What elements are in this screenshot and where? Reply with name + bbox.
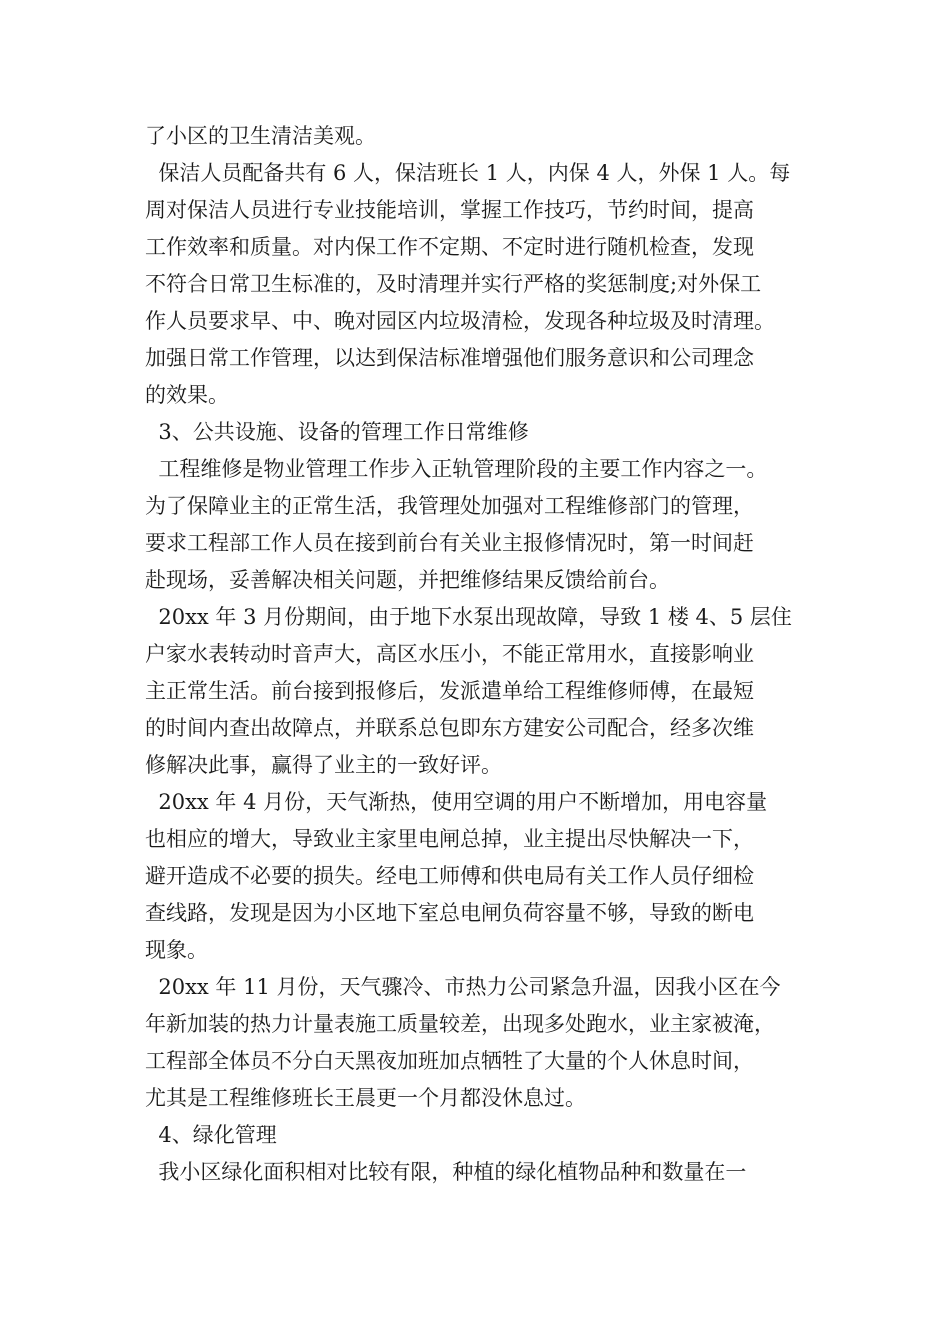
text-line: 查线路，发现是因为小区地下室总电闸负荷容量不够，导致的断电 (145, 901, 754, 925)
text-line: 作人员要求早、中、晚对园区内垃圾清检，发现各种垃圾及时清理。 (145, 309, 775, 333)
text-line: 20xx 年 11 月份，天气骤冷、市热力公司紧急升温，因我小区在今 (145, 975, 781, 999)
text-line: 20xx 年 3 月份期间，由于地下水泵出现故障，导致 1 楼 4、5 层住 (145, 605, 792, 629)
text-line: 工作效率和质量。对内保工作不定期、不定时进行随机检查，发现 (145, 235, 754, 259)
text-line: 的时间内查出故障点，并联系总包即东方建安公司配合，经多次维 (145, 716, 754, 740)
text-line: 4、绿化管理 (145, 1123, 277, 1147)
text-line: 户家水表转动时音声大，高区水压小，不能正常用水，直接影响业 (145, 642, 754, 666)
text-line: 保洁人员配备共有 6 人，保洁班长 1 人，内保 4 人，外保 1 人。每 (145, 161, 791, 185)
text-line: 我小区绿化面积相对比较有限，种植的绿化植物品种和数量在一 (145, 1160, 747, 1184)
text-line: 工程部全体员不分白天黑夜加班加点牺牲了大量的个人休息时间， (145, 1049, 754, 1073)
text-line: 现象。 (145, 938, 208, 962)
text-line: 周对保洁人员进行专业技能培训，掌握工作技巧，节约时间，提高 (145, 198, 754, 222)
text-line: 赴现场，妥善解决相关问题，并把维修结果反馈给前台。 (145, 568, 670, 592)
text-line: 避开造成不必要的损失。经电工师傅和供电局有关工作人员仔细检 (145, 864, 754, 888)
text-line: 尤其是工程维修班长王晨更一个月都没休息过。 (145, 1086, 586, 1110)
text-line: 3、公共设施、设备的管理工作日常维修 (145, 420, 529, 444)
document-body (145, 118, 825, 1191)
text-line: 20xx 年 4 月份，天气渐热，使用空调的用户不断增加，用电容量 (145, 790, 768, 814)
text-line: 的效果。 (145, 383, 229, 407)
text-line: 了小区的卫生清洁美观。 (145, 124, 376, 148)
text-line: 工程维修是物业管理工作步入正轨管理阶段的主要工作内容之一。 (145, 457, 768, 481)
text-line: 不符合日常卫生标准的，及时清理并实行严格的奖惩制度;对外保工 (145, 272, 762, 296)
text-line: 也相应的增大，导致业主家里电闸总掉，业主提出尽快解决一下， (145, 827, 754, 851)
text-line: 年新加装的热力计量表施工质量较差，出现多处跑水，业主家被淹， (145, 1012, 775, 1036)
text-line: 加强日常工作管理，以达到保洁标准增强他们服务意识和公司理念 (145, 346, 754, 370)
text-line: 为了保障业主的正常生活，我管理处加强对工程维修部门的管理， (145, 494, 754, 518)
text-line: 要求工程部工作人员在接到前台有关业主报修情况时，第一时间赶 (145, 531, 754, 555)
text-line: 主正常生活。前台接到报修后，发派遣单给工程维修师傅，在最短 (145, 679, 754, 703)
text-line: 修解决此事，赢得了业主的一致好评。 (145, 753, 502, 777)
